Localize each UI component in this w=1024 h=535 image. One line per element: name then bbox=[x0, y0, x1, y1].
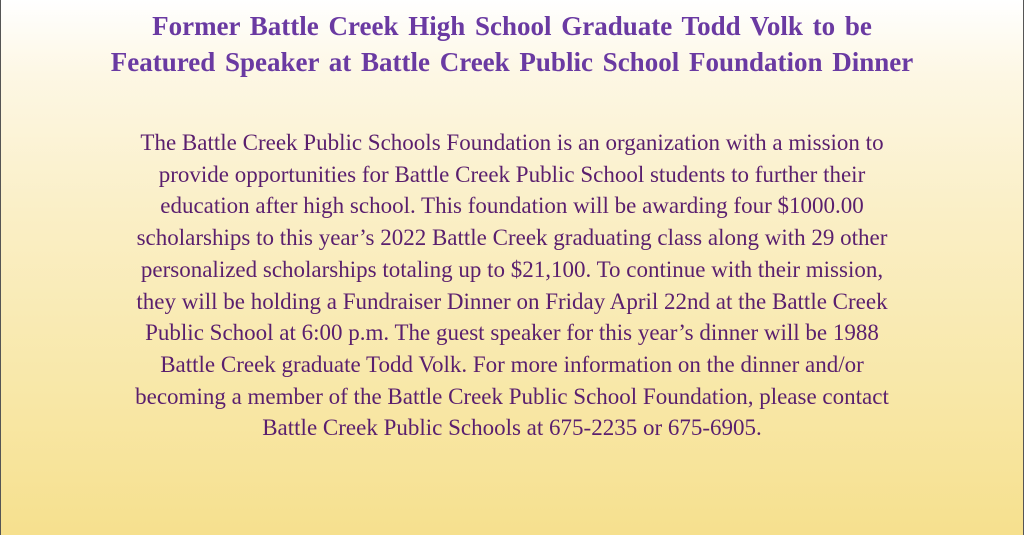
body-line-5: personalized scholarships totaling up to $21,100. To continue with their mission, bbox=[140, 256, 884, 282]
body-line-10: Battle Creek Public Schools at 675-2235 or 675-6905. bbox=[262, 415, 762, 441]
body-line-1: The Battle Creek Public Schools Foundation is an organization with a mission to bbox=[140, 130, 884, 155]
body-line-7: Public School at 6:00 p.m. The guest speaker for this year’s dinner will be 1988 bbox=[145, 320, 879, 346]
body-line-3: education after high school. This foundation will be awarding four $1000.00 bbox=[160, 193, 864, 219]
body-line-8: Battle Creek graduate Todd Volk. For more information on the dinner and/or bbox=[160, 351, 864, 377]
body-line-9: becoming a member of the Battle Creek Public School Foundation, please contact bbox=[135, 383, 889, 409]
announcement-body bbox=[1, 80, 1023, 444]
headline-line-1: Former Battle Creek High School Graduate Todd Volk to be bbox=[152, 11, 872, 41]
announcement-headline bbox=[1, 0, 1023, 80]
body-line-6: they will be holding a Fundraiser Dinner on Friday April 22nd at the Battle Creek bbox=[136, 288, 888, 314]
body-line-2: provide opportunities for Battle Creek Public School students to further their bbox=[158, 161, 866, 187]
headline-line-2: Featured Speaker at Battle Creek Public School Foundation Dinner bbox=[110, 47, 914, 77]
body-line-4: scholarships to this year’s 2022 Battle Creek graduating class along with 29 other bbox=[136, 225, 888, 251]
